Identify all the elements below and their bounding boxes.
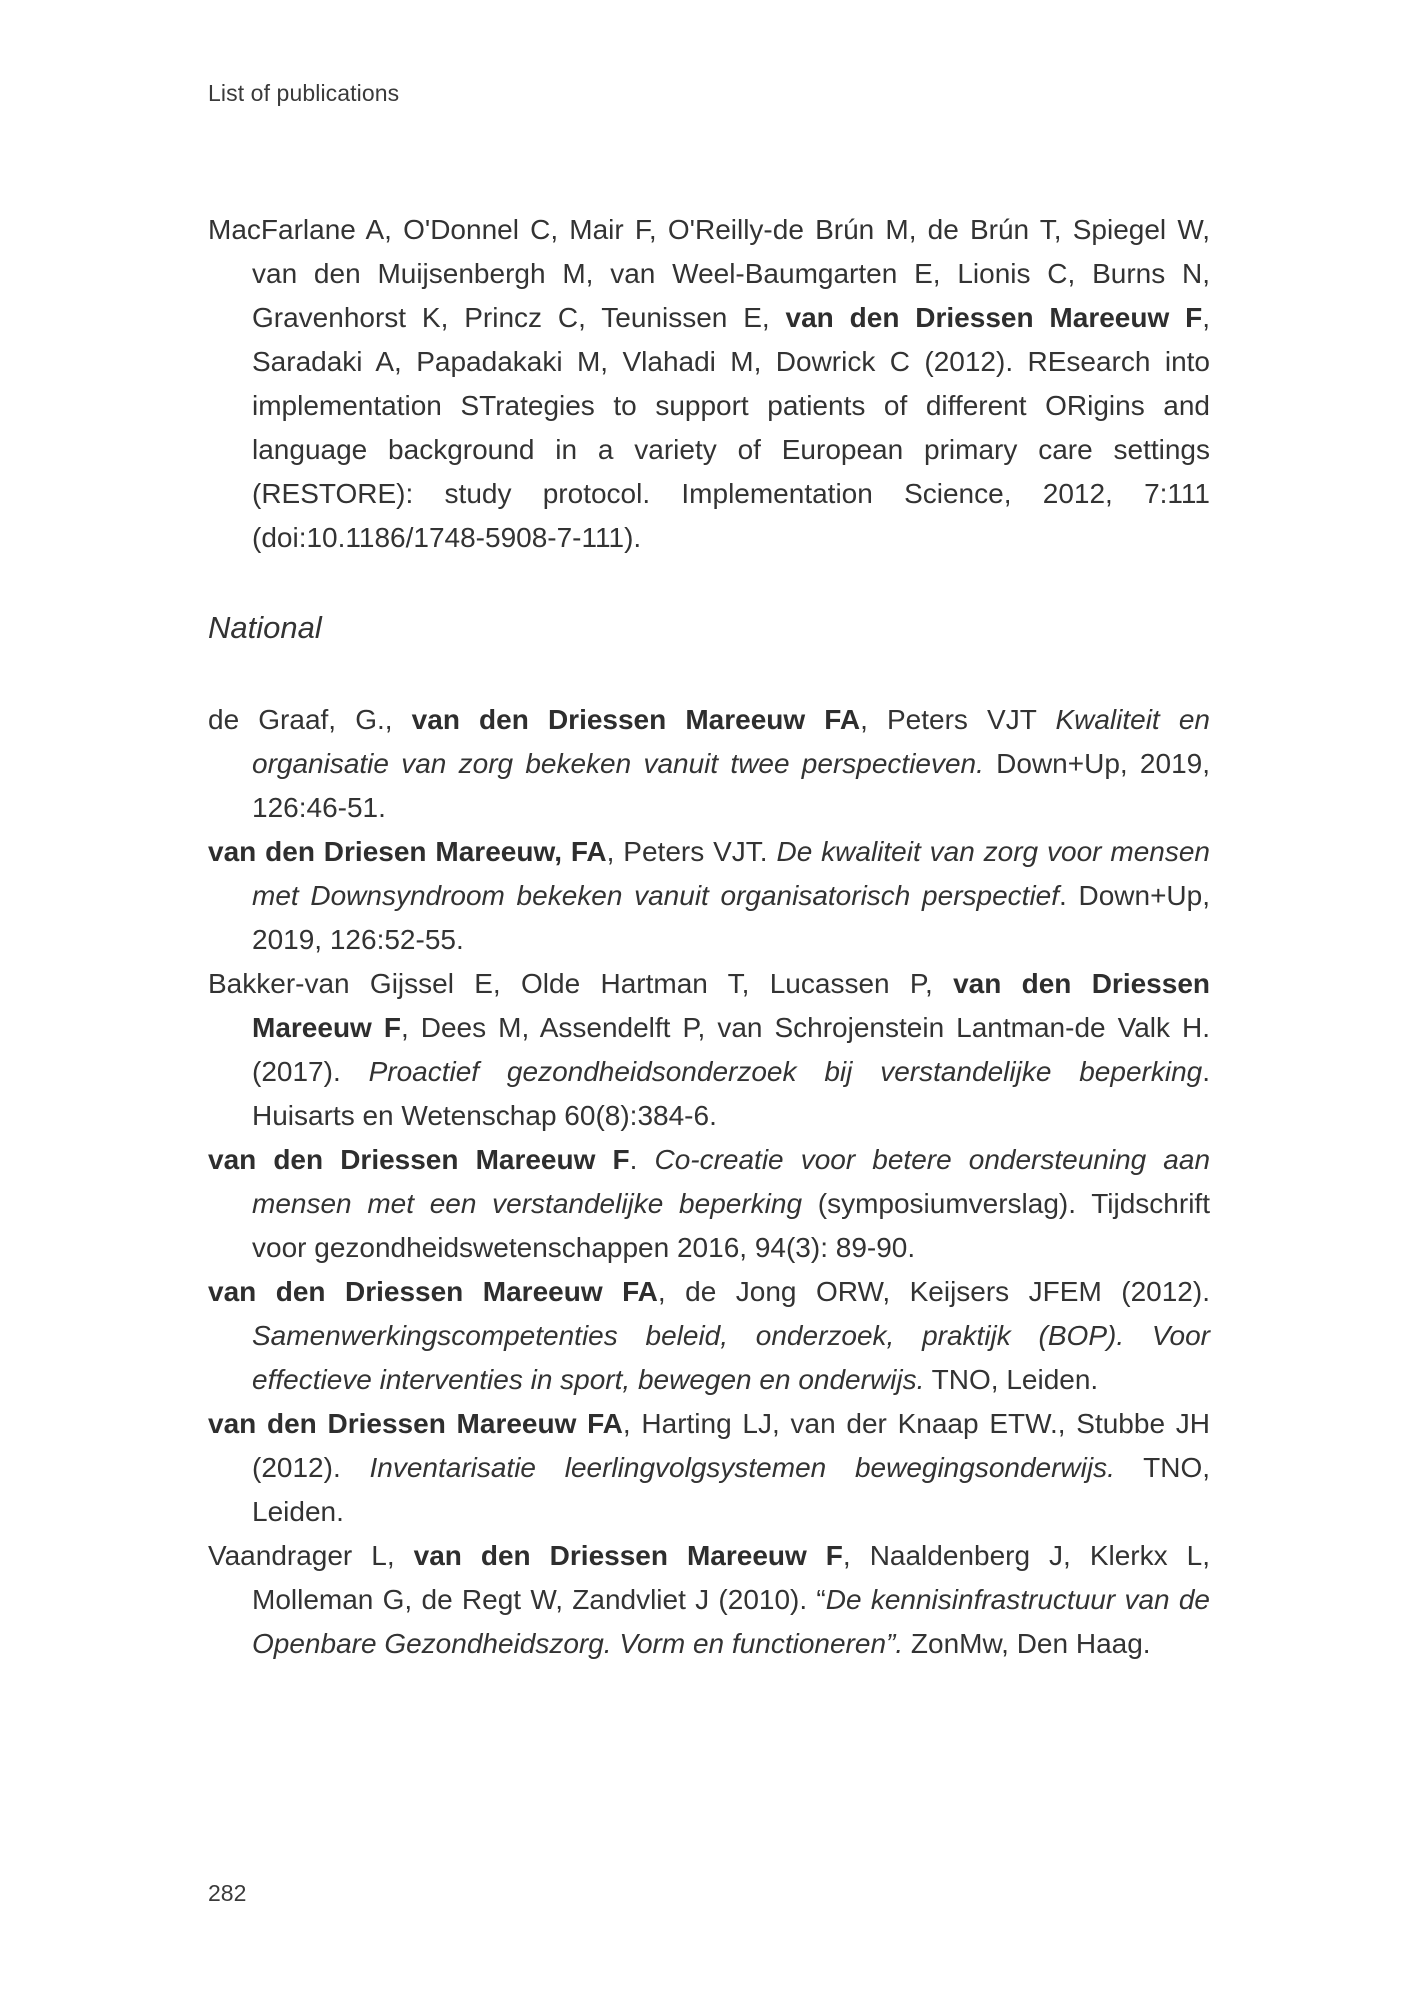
reference-author-highlight: van den Driessen Mareeuw FA: [411, 704, 861, 735]
reference-authors: , Peters VJT: [860, 704, 1056, 735]
reference-item: [208, 830, 1210, 962]
reference-authors: .: [629, 1144, 655, 1175]
reference-item: [208, 208, 1210, 560]
reference-author-highlight: van den Driessen Mareeuw F: [413, 1540, 843, 1571]
reference-details: , Saradaki A, Papadakaki M, Vlahadi M, Dowrick C (2012). REsearch into implementation STrategies to support patients of different ORigins and language background in a variety of European primary care settings (RESTORE): study protocol. Implementation Science, 2012, 7:111 (doi:10.1186/1748-5908-7-111).: [252, 302, 1211, 553]
reference-source: ZonMw, Den Haag.: [903, 1628, 1151, 1659]
reference-title: Inventarisatie leerlingvolgsystemen bewegingsonderwijs.: [369, 1452, 1115, 1483]
reference-author-highlight: van den Driessen Mareeuw F: [208, 1144, 630, 1175]
reference-authors: de Graaf, G.,: [208, 704, 412, 735]
reference-item: [208, 1402, 1210, 1534]
reference-authors: MacFarlane A, O'Donnel C, Mair F, O'Reilly-de Brún M, de Brún T, Spiegel W, van den Muijsenbergh M, van Weel-Baumgarten E, Lionis C, Burns N, Gravenhorst K, Princz C, Teunissen E,: [208, 214, 1210, 333]
reference-authors: , Naaldenberg J, Klerkx L, Molleman G, de Regt W, Zandvliet J (2010). “: [252, 1540, 1210, 1615]
reference-title: Kwaliteit en organisatie van zorg bekeken vanuit twee perspectieven.: [252, 704, 1210, 779]
reference-author-highlight: van den Driessen Mareeuw F: [252, 968, 1210, 1043]
reference-source: (symposiumverslag). Tijdschrift voor gezondheidswetenschappen 2016, 94(3): 89-90.: [252, 1188, 1210, 1263]
reference-title: Co-creatie voor betere ondersteuning aan mensen met een verstandelijke beperking: [252, 1144, 1211, 1219]
reference-item: [208, 1138, 1210, 1270]
publication-list: [208, 208, 1210, 1666]
running-header: List of publications: [208, 80, 400, 106]
reference-source: Down+Up, 2019, 126:46-51.: [252, 748, 1210, 823]
reference-author-highlight: van den Driessen Mareeuw F: [785, 302, 1203, 333]
reference-item: [208, 1270, 1210, 1402]
reference-source: . Down+Up, 2019, 126:52-55.: [252, 880, 1211, 955]
reference-source: TNO, Leiden.: [252, 1452, 1211, 1527]
page-number: 282: [208, 1880, 247, 1906]
reference-title: De kwaliteit van zorg voor mensen met Downsyndroom bekeken vanuit organisatorisch perspectief: [252, 836, 1210, 911]
reference-authors: , Harting LJ, van der Knaap ETW., Stubbe JH (2012).: [252, 1408, 1210, 1483]
reference-title: De kennisinfrastructuur van de Openbare Gezondheidszorg. Vorm en functioneren”.: [252, 1584, 1211, 1659]
reference-authors: , de Jong ORW, Keijsers JFEM (2012).: [657, 1276, 1210, 1307]
reference-authors: Bakker-van Gijssel E, Olde Hartman T, Lucassen P,: [208, 968, 954, 999]
reference-authors: , Peters VJT.: [606, 836, 777, 867]
reference-item: [208, 962, 1210, 1138]
reference-author-highlight: van den Driesen Mareeuw, FA: [208, 836, 607, 867]
reference-authors: , Dees M, Assendelft P, van Schrojenstein Lantman-de Valk H. (2017).: [252, 1012, 1211, 1087]
reference-author-highlight: van den Driessen Mareeuw FA: [208, 1408, 623, 1439]
reference-item: [208, 698, 1210, 830]
reference-authors: Vaandrager L,: [208, 1540, 414, 1571]
reference-item: [208, 1534, 1210, 1666]
section-heading-national: National: [208, 610, 322, 645]
reference-title: Proactief gezondheidsonderzoek bij verstandelijke beperking: [368, 1056, 1203, 1087]
reference-source: . Huisarts en Wetenschap 60(8):384-6.: [252, 1056, 1210, 1131]
reference-author-highlight: van den Driessen Mareeuw FA: [208, 1276, 658, 1307]
reference-title: Samenwerkingscompetenties beleid, onderzoek, praktijk (BOP). Voor effectieve interventies in sport, bewegen en onderwijs.: [252, 1320, 1210, 1395]
reference-source: TNO, Leiden.: [924, 1364, 1099, 1395]
